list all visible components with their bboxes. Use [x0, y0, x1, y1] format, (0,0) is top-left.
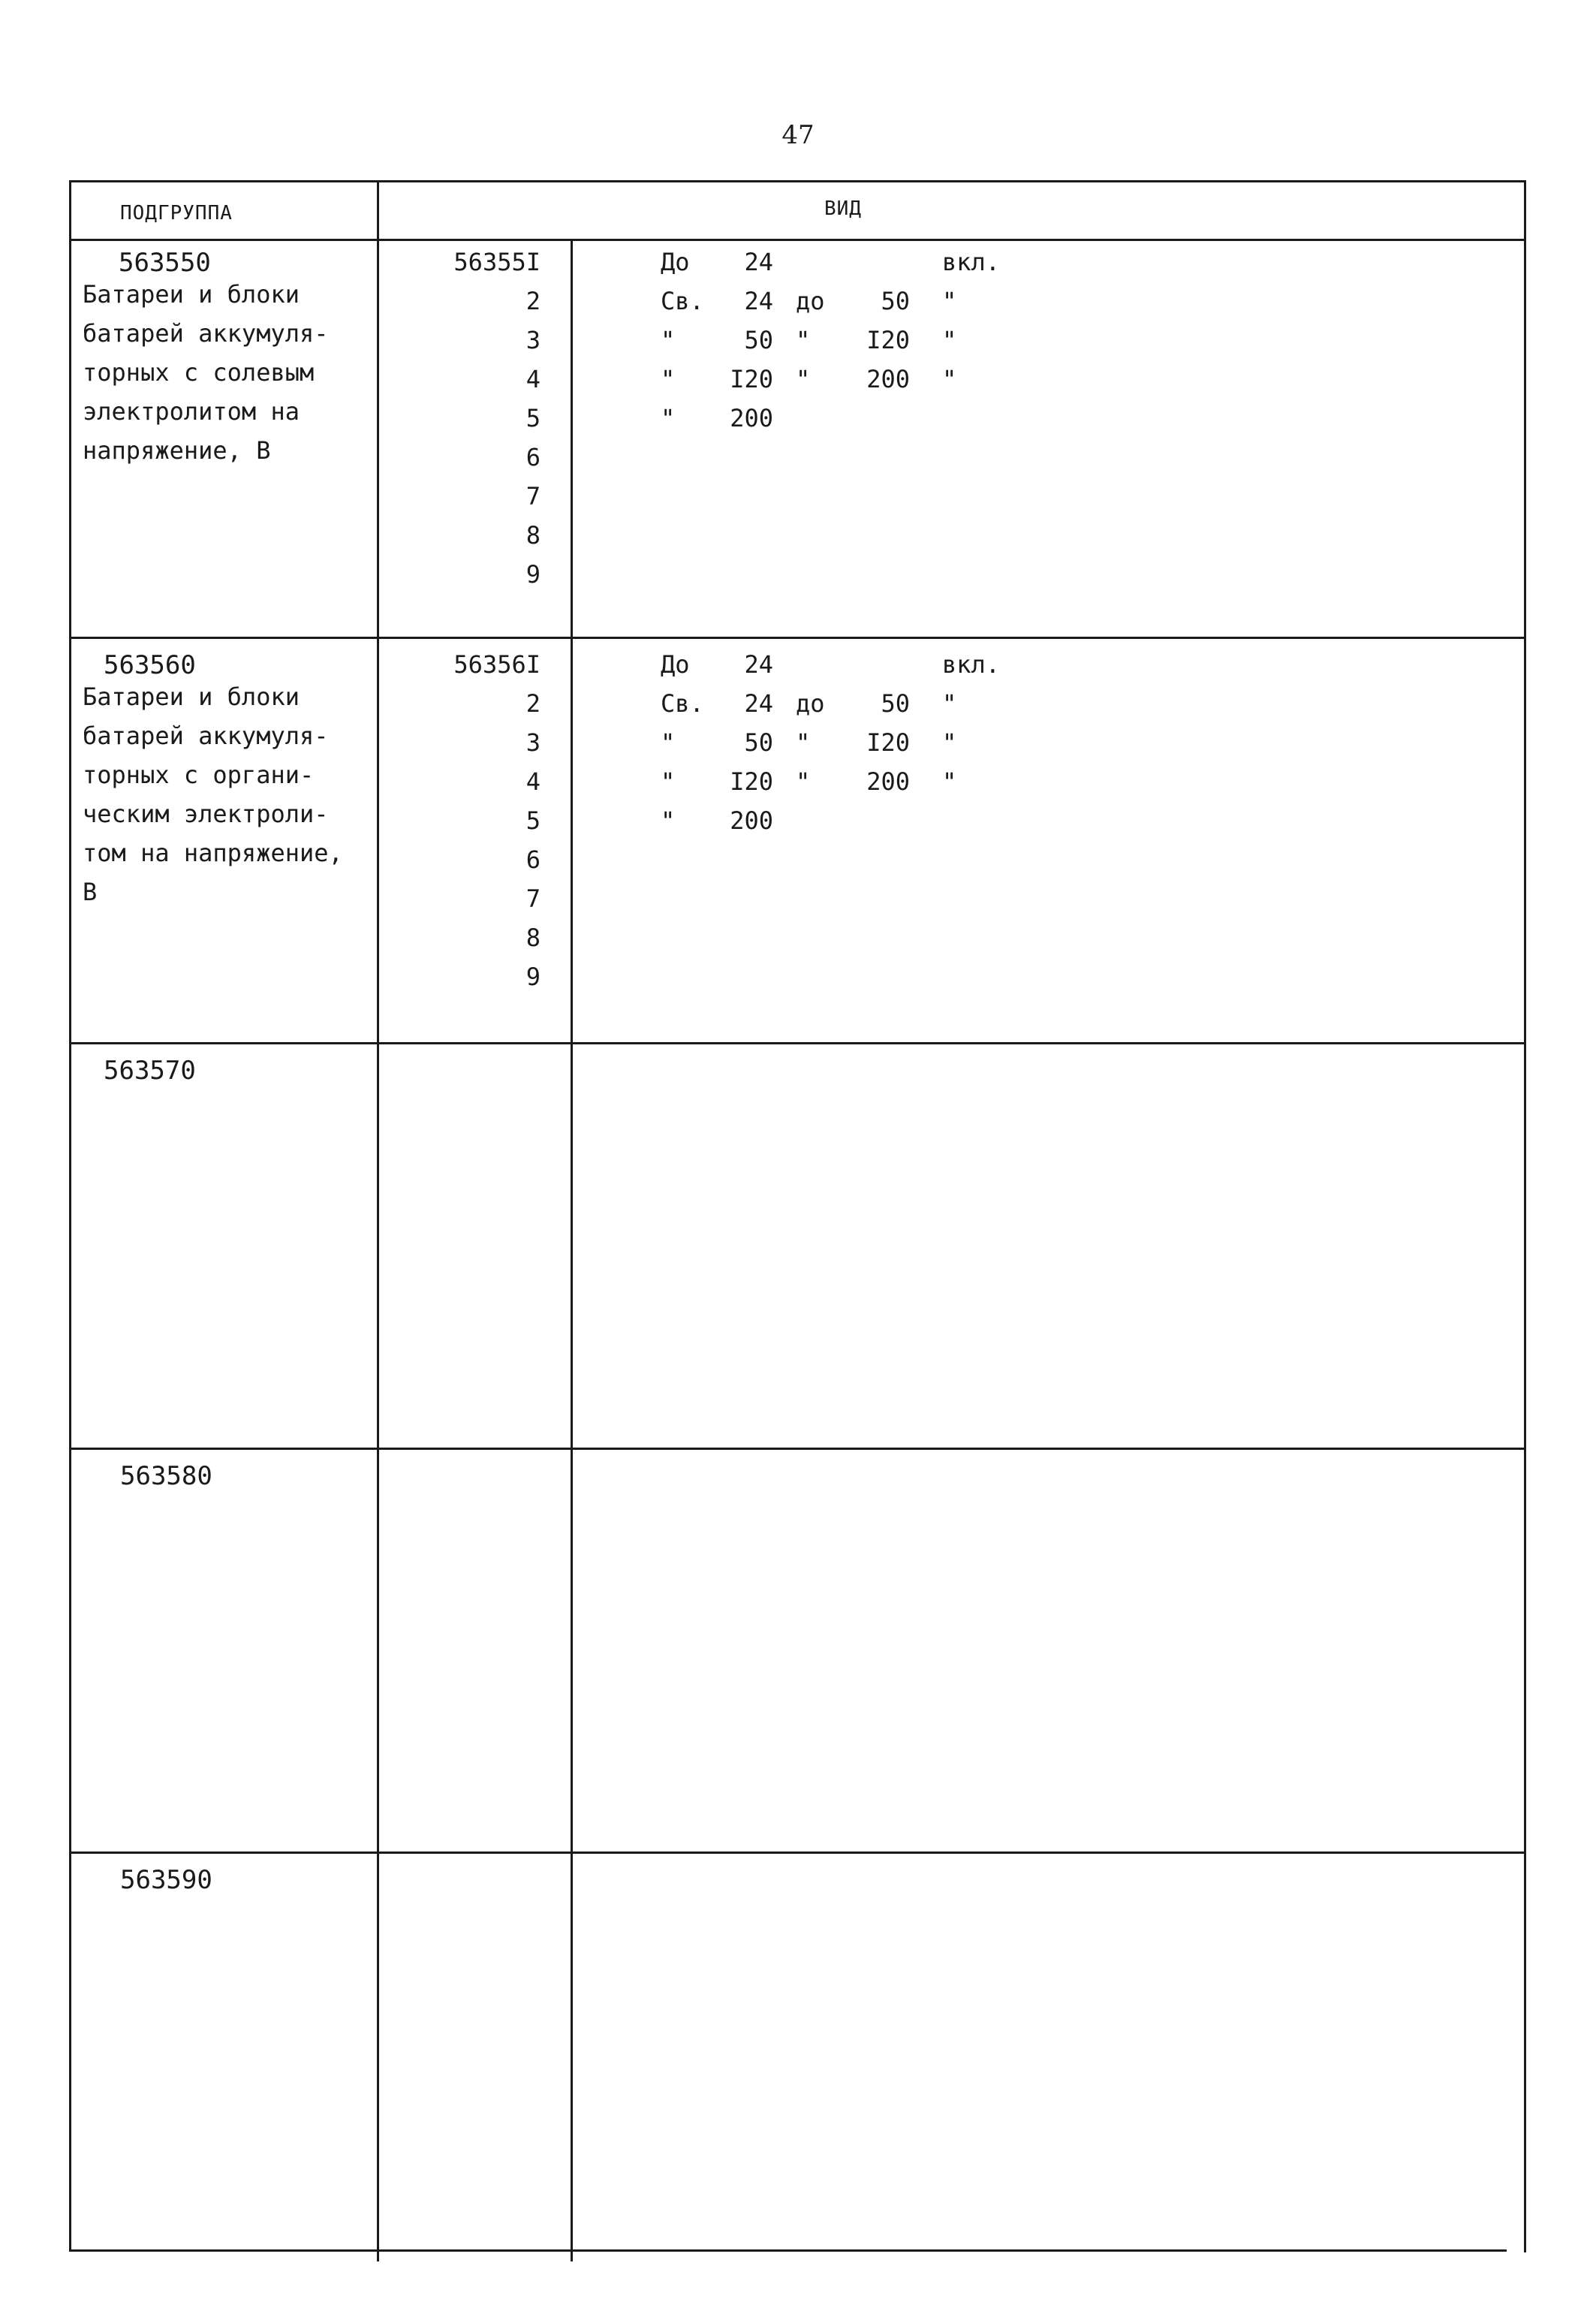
range-separator: " [796, 767, 811, 796]
kind-code: 3 [525, 728, 541, 757]
range-suffix: " [942, 728, 957, 757]
kind-code: 3 [525, 326, 541, 354]
subgroup-code: 563580 [120, 1461, 212, 1491]
range-to-value: I20 [866, 326, 910, 354]
kind-code: 8 [525, 924, 541, 952]
header-subgroup: ПОДГРУППА [120, 202, 233, 224]
range-prefix: " [661, 404, 676, 432]
range-suffix: " [942, 365, 957, 393]
subgroup-code: 563570 [104, 1056, 196, 1086]
kind-code: 5 [525, 806, 541, 835]
kind-code: 6 [525, 845, 541, 874]
range-prefix: До [661, 248, 690, 276]
kind-code: 2 [525, 689, 541, 718]
kind-code: 2 [525, 287, 541, 315]
column-divider-subgroup [377, 180, 379, 2261]
range-suffix: вкл. [942, 248, 1001, 276]
range-from-value: I20 [730, 767, 773, 796]
range-from-value: I20 [730, 365, 773, 393]
kind-code: 4 [525, 365, 541, 393]
subgroup-description-line: В [83, 878, 98, 906]
range-to-value: 50 [881, 689, 910, 718]
subgroup-code: 563550 [119, 248, 211, 278]
range-separator: " [796, 728, 811, 757]
subgroup-description-line: ческим электроли- [83, 800, 329, 828]
range-prefix: " [661, 326, 676, 354]
table-top-border [69, 180, 1525, 182]
range-prefix: " [661, 767, 676, 796]
header-bottom-border [69, 239, 1525, 241]
kind-code: 9 [525, 963, 541, 991]
subgroup-description-line: батарей аккумуля- [83, 319, 329, 348]
range-separator: до [796, 689, 825, 718]
range-prefix: " [661, 365, 676, 393]
table-left-border [69, 180, 71, 2251]
range-to-value: 200 [866, 365, 910, 393]
range-from-value: 24 [744, 650, 773, 679]
kind-code: 56356I [453, 650, 541, 679]
range-separator: " [796, 365, 811, 393]
kind-code: 7 [525, 884, 541, 913]
kind-code: 4 [525, 767, 541, 796]
table-bottom-border [69, 2249, 1507, 2252]
header-kind: ВИД [824, 197, 862, 220]
range-separator: " [796, 326, 811, 354]
subgroup-description-line: Батареи и блоки [83, 682, 300, 711]
range-suffix: вкл. [942, 650, 1001, 679]
kind-code: 7 [525, 482, 541, 511]
table-right-border [1524, 180, 1526, 2252]
range-from-value: 24 [744, 287, 773, 315]
range-prefix: Св. [661, 689, 704, 718]
range-prefix: " [661, 806, 676, 835]
kind-code: 56355I [453, 248, 541, 276]
range-suffix: " [942, 689, 957, 718]
range-from-value: 24 [744, 248, 773, 276]
row-divider [69, 637, 1525, 639]
subgroup-description-line: торных с солевым [83, 358, 315, 387]
range-prefix: До [661, 650, 690, 679]
row-divider [69, 1042, 1525, 1044]
subgroup-code: 563560 [104, 650, 196, 680]
range-from-value: 50 [744, 728, 773, 757]
range-suffix: " [942, 326, 957, 354]
range-to-value: I20 [866, 728, 910, 757]
range-from-value: 200 [730, 404, 773, 432]
kind-code: 6 [525, 443, 541, 472]
range-separator: до [796, 287, 825, 315]
range-suffix: " [942, 287, 957, 315]
range-from-value: 50 [744, 326, 773, 354]
column-divider-kind-code [571, 239, 573, 2261]
row-divider [69, 1852, 1525, 1854]
range-prefix: " [661, 728, 676, 757]
subgroup-code: 563590 [120, 1865, 212, 1895]
range-from-value: 200 [730, 806, 773, 835]
range-from-value: 24 [744, 689, 773, 718]
row-divider [69, 1448, 1525, 1450]
range-to-value: 50 [881, 287, 910, 315]
subgroup-description-line: батарей аккумуля- [83, 722, 329, 750]
range-to-value: 200 [866, 767, 910, 796]
subgroup-description-line: напряжение, В [83, 436, 271, 465]
page-number: 47 [781, 120, 815, 150]
range-suffix: " [942, 767, 957, 796]
subgroup-description-line: том на напряжение, [83, 839, 343, 867]
kind-code: 8 [525, 521, 541, 550]
kind-code: 9 [525, 560, 541, 589]
subgroup-description-line: Батареи и блоки [83, 280, 300, 309]
subgroup-description-line: торных с органи- [83, 761, 315, 789]
kind-code: 5 [525, 404, 541, 432]
range-prefix: Св. [661, 287, 704, 315]
subgroup-description-line: электролитом на [83, 397, 300, 426]
